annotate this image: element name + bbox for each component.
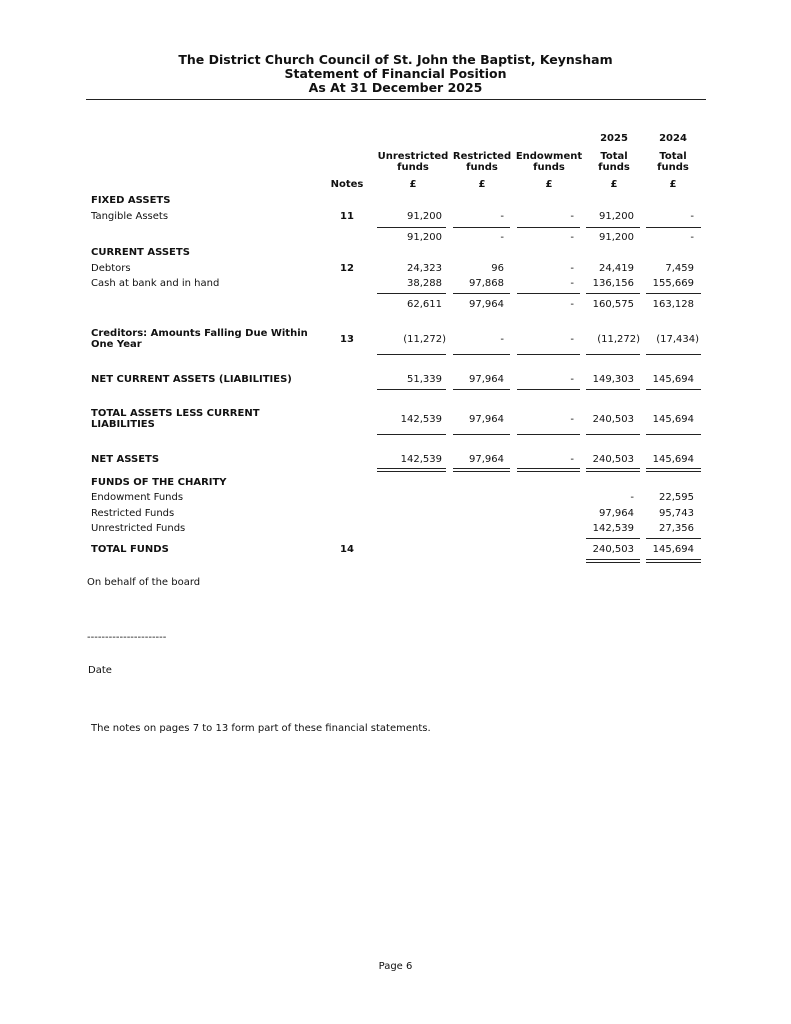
cell-endowment: - [570,454,574,465]
cell-total-2025: 136,156 [592,278,634,289]
row-note: 13 [340,334,354,345]
section-fixed-assets: FIXED ASSETS [91,195,171,206]
cell-total-2024: - [690,232,694,243]
cell-restricted: - [500,211,504,222]
row-label: NET ASSETS [91,454,160,465]
cell-total-2024: 27,356 [659,523,694,534]
cell-endowment: - [570,263,574,274]
cell-total-2024: 155,669 [652,278,694,289]
cell-restricted: - [500,232,504,243]
section-funds-of-the-charity: FUNDS OF THE CHARITY [91,477,227,488]
cell-total-2025: 24,419 [599,263,634,274]
date-label: Date [88,665,112,676]
rule [646,434,701,435]
cell-restricted: 97,964 [469,299,504,310]
rule [586,354,640,355]
cell-restricted: - [500,334,504,345]
row-label-line1: Creditors: Amounts Falling Due Within [91,328,308,339]
col-unrestricted-line1: Unrestricted [377,151,449,162]
cell-unrestricted: 91,200 [407,232,442,243]
rule [586,227,640,228]
report-title-statement: Statement of Financial Position [284,66,507,81]
rule [517,354,580,355]
cell-total-2025: 142,539 [592,523,634,534]
cell-total-2024: 145,694 [652,454,694,465]
report-title-date: As At 31 December 2025 [308,80,483,95]
cell-endowment: - [570,232,574,243]
rule [453,293,510,294]
rule [586,538,640,539]
cell-total-2025: 160,575 [592,299,634,310]
col-total2024-line1: Total [659,151,687,162]
behalf-text: On behalf of the board [87,577,201,588]
currency-total-2025: £ [610,179,618,190]
cell-total-2025: 149,303 [592,374,634,385]
header-rule [86,99,706,100]
rule [377,389,446,390]
cell-total-2025: (11,272) [597,334,640,345]
double-rule [453,468,510,472]
double-rule [377,468,446,472]
cell-unrestricted: 142,539 [400,414,442,425]
row-label: NET CURRENT ASSETS (LIABILITIES) [91,374,292,385]
rule [377,293,446,294]
rule [453,434,510,435]
rule [453,227,510,228]
rule [646,293,701,294]
cell-restricted: 97,868 [469,278,504,289]
rule [377,354,446,355]
rule [517,227,580,228]
cell-total-2025: 240,503 [592,454,634,465]
col-total2024-line2: funds [657,162,689,173]
cell-endowment: - [570,374,574,385]
double-rule [586,559,640,563]
cell-total-2024: 145,694 [652,374,694,385]
col-notes: Notes [330,179,364,190]
cell-total-2024: 22,595 [659,492,694,503]
cell-unrestricted: 38,288 [407,278,442,289]
page-number: Page 6 [378,961,413,972]
cell-total-2024: - [690,211,694,222]
notes-statement: The notes on pages 7 to 13 form part of these financial statements. [91,723,431,734]
row-label: TOTAL FUNDS [91,544,169,555]
section-current-assets: CURRENT ASSETS [91,247,190,258]
col-year-2025: 2025 [600,133,628,144]
cell-total-2025: 91,200 [599,232,634,243]
rule [586,293,640,294]
cell-total-2024: 95,743 [659,508,694,519]
row-note: 14 [340,544,354,555]
currency-endowment: £ [545,179,553,190]
rule [517,434,580,435]
cell-restricted: 97,964 [469,454,504,465]
cell-total-2024: 7,459 [665,263,694,274]
cell-unrestricted: 24,323 [407,263,442,274]
rule [453,389,510,390]
double-rule [586,468,640,472]
cell-total-2024: 163,128 [652,299,694,310]
col-restricted-line1: Restricted [452,151,512,162]
cell-total-2025: 240,503 [592,544,634,555]
row-label-line1: TOTAL ASSETS LESS CURRENT [91,408,260,419]
rule [453,354,510,355]
rule [586,389,640,390]
row-label: Cash at bank and in hand [91,278,220,289]
rule [646,389,701,390]
col-total2025-line2: funds [598,162,630,173]
cell-endowment: - [570,278,574,289]
cell-total-2025: 240,503 [592,414,634,425]
cell-total-2024: 145,694 [652,544,694,555]
rule [646,538,701,539]
cell-unrestricted: 51,339 [407,374,442,385]
cell-restricted: 97,964 [469,414,504,425]
col-restricted-line2: funds [466,162,498,173]
rule [377,227,446,228]
rule [646,354,701,355]
currency-restricted: £ [478,179,486,190]
row-label: Endowment Funds [91,492,184,503]
col-total2025-line1: Total [600,151,628,162]
col-unrestricted-line2: funds [397,162,429,173]
row-label: Restricted Funds [91,508,175,519]
cell-restricted: 96 [491,263,504,274]
col-endowment-line1: Endowment [515,151,583,162]
row-label: Unrestricted Funds [91,523,186,534]
cell-endowment: - [570,211,574,222]
double-rule [646,468,701,472]
cell-unrestricted: 62,611 [407,299,442,310]
cell-total-2024: (17,434) [656,334,699,345]
currency-total-2024: £ [669,179,677,190]
cell-endowment: - [570,414,574,425]
cell-endowment: - [570,334,574,345]
currency-unrestricted: £ [409,179,417,190]
col-endowment-line2: funds [533,162,565,173]
rule [586,434,640,435]
row-label-line2: One Year [91,339,142,350]
cell-total-2024: 145,694 [652,414,694,425]
rule [646,227,701,228]
row-note: 11 [340,211,354,222]
row-label-line2: LIABILITIES [91,419,155,430]
rule [517,389,580,390]
col-year-2024: 2024 [659,133,687,144]
cell-unrestricted: 142,539 [400,454,442,465]
cell-total-2025: 91,200 [599,211,634,222]
double-rule [646,559,701,563]
rule [377,434,446,435]
cell-unrestricted: (11,272) [403,334,446,345]
cell-total-2025: - [630,492,634,503]
row-note: 12 [340,263,354,274]
row-label: Debtors [91,263,131,274]
cell-restricted: 97,964 [469,374,504,385]
rule [517,293,580,294]
row-label: Tangible Assets [91,211,169,222]
cell-unrestricted: 91,200 [407,211,442,222]
signature-line: ---------------------- [87,632,167,643]
cell-total-2025: 97,964 [599,508,634,519]
report-title-entity: The District Church Council of St. John the Baptist, Keynsham [178,52,613,67]
double-rule [517,468,580,472]
cell-endowment: - [570,299,574,310]
